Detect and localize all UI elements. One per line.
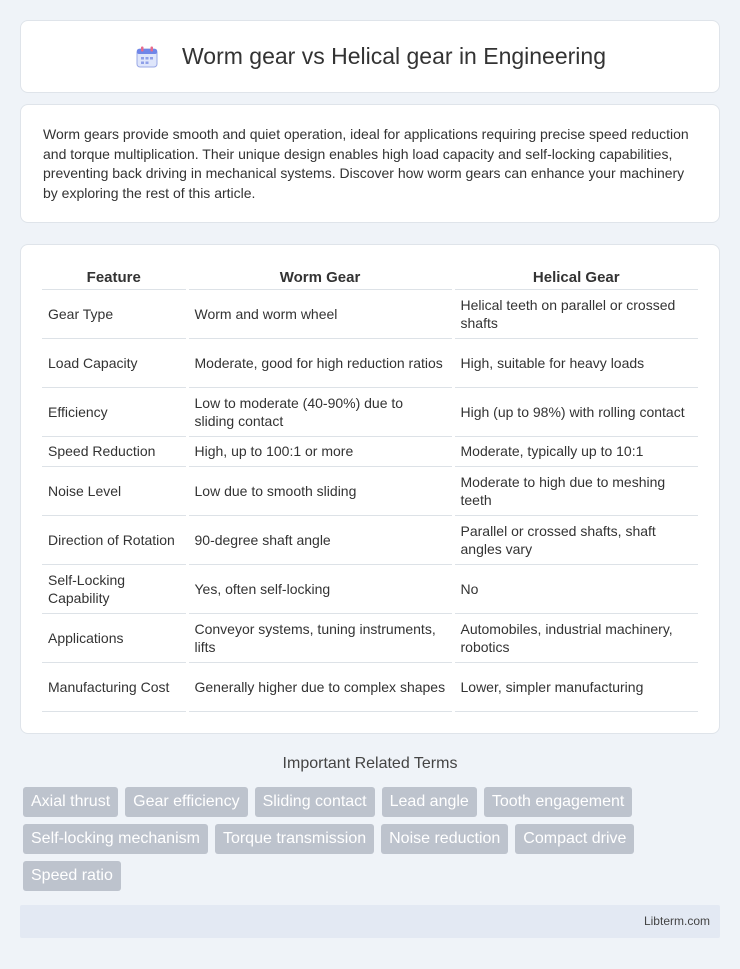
table-row (42, 436, 698, 466)
table-row (42, 387, 698, 436)
related-term-tag[interactable]: Sliding contact (255, 787, 375, 817)
table-cell: Gear Type (42, 289, 187, 338)
footer-brand-link[interactable]: Libterm.com (643, 914, 710, 928)
table-cell: 90-degree shaft angle (187, 515, 453, 564)
table-row (42, 338, 698, 387)
related-terms-title: Important Related Terms (282, 755, 458, 772)
related-term-tag[interactable]: Compact drive (515, 824, 634, 854)
page-title: Worm gear vs Helical gear in Engineering (182, 43, 606, 69)
table-cell: Low to moderate (40-90%) due to sliding contact (187, 387, 453, 436)
table-row (42, 515, 698, 564)
table-cell: Generally higher due to complex shapes (187, 662, 453, 711)
comparison-table-card (20, 244, 720, 734)
related-term-tag[interactable]: Speed ratio (23, 861, 121, 891)
table-row (42, 466, 698, 515)
table-cell: Applications (42, 613, 187, 662)
table-row (42, 662, 698, 711)
column-header: Feature (42, 263, 187, 289)
table-cell: High, up to 100:1 or more (187, 436, 453, 466)
table-cell: No (453, 564, 698, 613)
related-term-tag[interactable]: Axial thrust (23, 787, 118, 817)
table-cell: Manufacturing Cost (42, 662, 187, 711)
table-cell: High (up to 98%) with rolling contact (453, 387, 698, 436)
related-term-tag[interactable]: Gear efficiency (125, 787, 247, 817)
table-cell: Worm and worm wheel (187, 289, 453, 338)
table-cell: Efficiency (42, 387, 187, 436)
table-cell: Noise Level (42, 466, 187, 515)
table-header-row (42, 263, 698, 289)
related-term-tag[interactable]: Noise reduction (381, 824, 508, 854)
table-cell: Self-Locking Capability (42, 564, 187, 613)
related-term-tag[interactable]: Torque transmission (215, 824, 374, 854)
related-term-tag[interactable]: Tooth engagement (484, 787, 633, 817)
table-cell: Moderate to high due to meshing teeth (453, 466, 698, 515)
table-cell: Automobiles, industrial machinery, robotics (453, 613, 698, 662)
related-term-tag[interactable]: Self-locking mechanism (23, 824, 208, 854)
comparison-table (42, 263, 698, 712)
intro-card (20, 104, 720, 223)
intro-text: Worm gears provide smooth and quiet operation, ideal for applications requiring precise speed reduction and torque multiplication. Their unique design enables high load capacity and self-locking capabilities, preventing back driving in mechanical systems. Discover how worm gears can enhance your machinery by exploring the rest of this article. (43, 126, 689, 201)
column-header: Worm Gear (187, 263, 453, 289)
header-card (20, 20, 720, 93)
related-term-tag[interactable]: Lead angle (382, 787, 477, 817)
table-cell: Direction of Rotation (42, 515, 187, 564)
table-cell: Speed Reduction (42, 436, 187, 466)
table-cell: Low due to smooth sliding (187, 466, 453, 515)
table-cell: Moderate, typically up to 10:1 (453, 436, 698, 466)
footer (20, 905, 720, 938)
related-terms-list (23, 787, 723, 891)
table-cell: High, suitable for heavy loads (453, 338, 698, 387)
table-cell: Load Capacity (42, 338, 187, 387)
table-row (42, 289, 698, 338)
table-row (42, 613, 698, 662)
table-cell: Conveyor systems, tuning instruments, lifts (187, 613, 453, 662)
table-cell: Lower, simpler manufacturing (453, 662, 698, 711)
calendar-icon (134, 44, 160, 70)
table-cell: Helical teeth on parallel or crossed shafts (453, 289, 698, 338)
table-cell: Yes, often self-locking (187, 564, 453, 613)
table-cell: Parallel or crossed shafts, shaft angles vary (453, 515, 698, 564)
table-cell: Moderate, good for high reduction ratios (187, 338, 453, 387)
table-row (42, 564, 698, 613)
column-header: Helical Gear (453, 263, 698, 289)
